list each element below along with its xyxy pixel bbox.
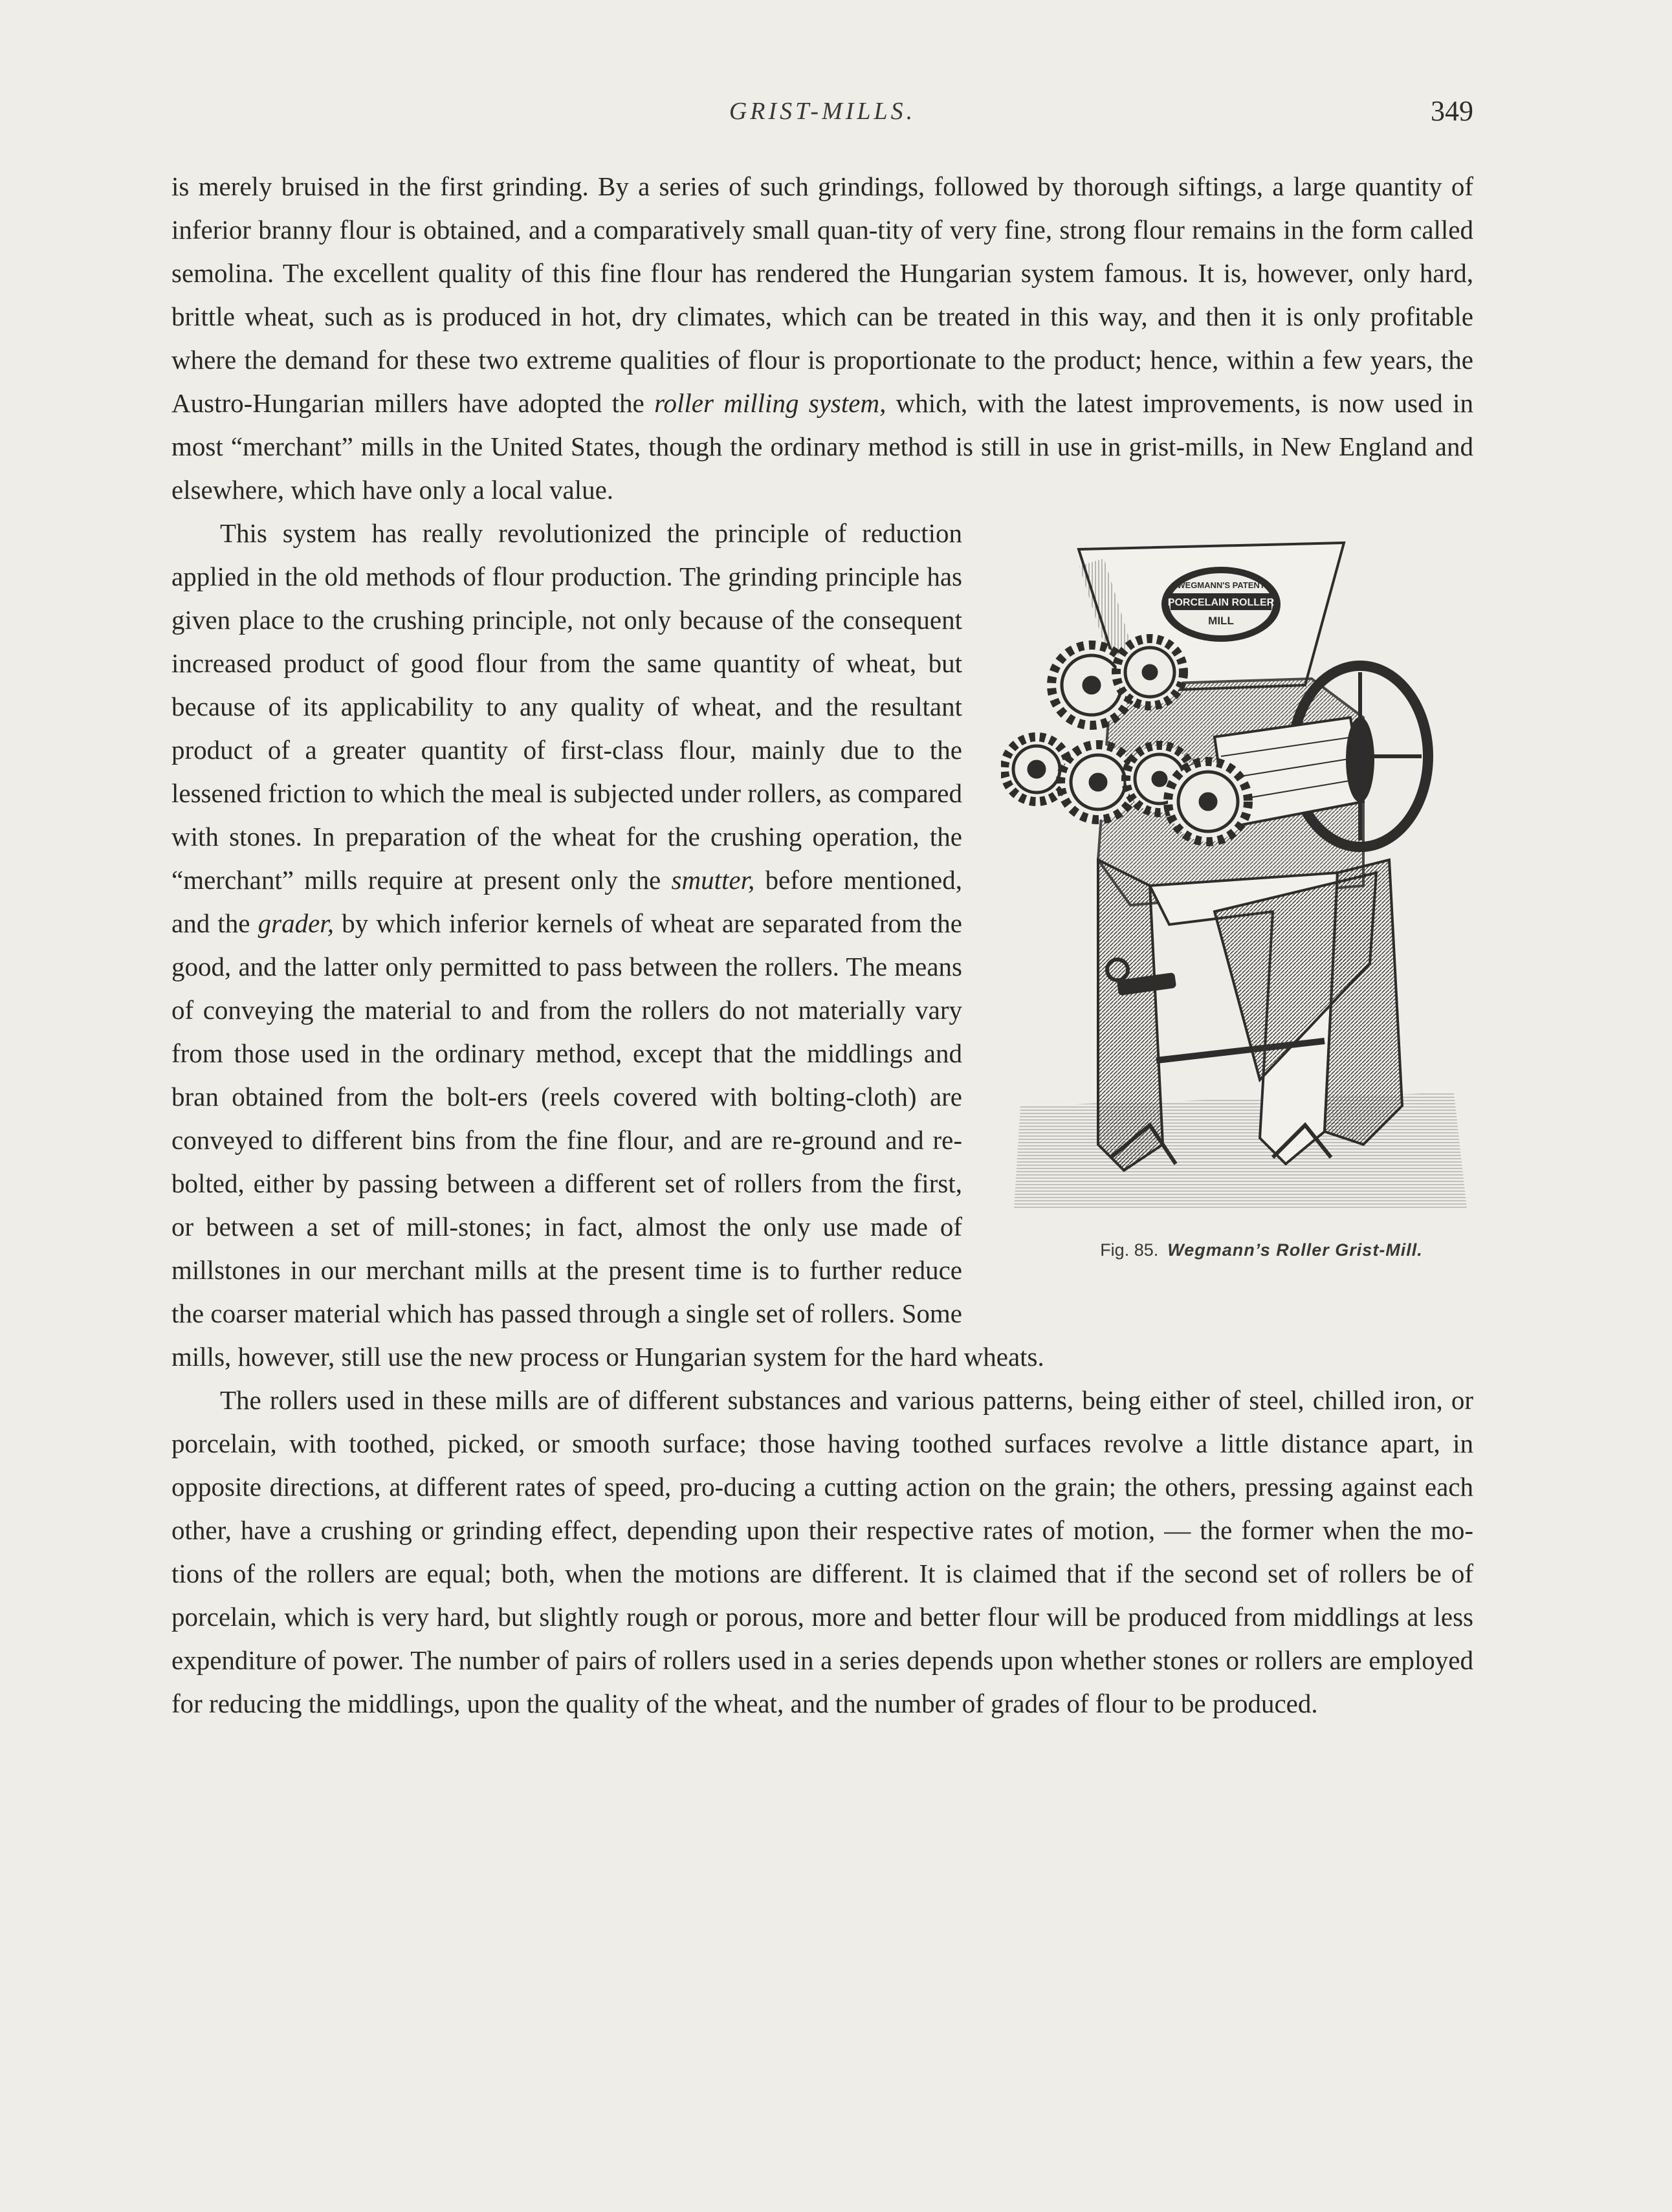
plate-line-3: MILL bbox=[1208, 615, 1234, 627]
figure-caption bbox=[1001, 1229, 1473, 1272]
paragraph-2-text-b: before mentioned, and the bbox=[171, 865, 962, 938]
paragraph-2-text-c: by which inferior kernels of wheat are separated from the good, and the latter only permitted to pass between the rollers. The means of conveying the material to and from the rollers do not materially vary from those used in the ordinary method, except that the middlings and bran obtained from the bolt-ers (reels covered with bolting-cloth) are conveyed to different bins from the fine flour, and are re-ground and re-bolted, either by passing between a different set of rollers from the first, or between a set of mill-stones; in fact, almost the only use made of millstones in our merchant mills at the present time is to further reduce the coarser material which has passed through a single set of rollers. Some mills, however, still use the new process or Hungarian system for the hard wheats. bbox=[171, 908, 1044, 1372]
plate-line-2: PORCELAIN ROLLER bbox=[1167, 597, 1275, 608]
page-number: 349 bbox=[1431, 95, 1473, 127]
figure-label: Fig. 85. bbox=[1100, 1240, 1159, 1260]
paragraph-1 bbox=[171, 165, 1473, 512]
smutter-term: smutter, bbox=[671, 865, 755, 895]
figure-85 bbox=[1001, 523, 1473, 1287]
paragraph-3: The rollers used in these mills are of different substances and various patterns, being either of steel, chilled iron, or porcelain, with toothed, picked, or smooth surface; those having toothed surfaces revolve a little distance apart, in opposite directions, at different rates of speed, pro-ducing a cutting action on the grain; the others, pressing against each other, have a crushing or grinding effect, depending upon their respective rates of motion, — the former when the mo-tions of the rollers are equal; both, when the motions are different. It is claimed that if the second set of rollers be of porcelain, which is very hard, but slightly rough or porous, more and better flour will be produced from middlings at less expenditure of power. The number of pairs of rollers used in a series depends upon whether stones or rollers are employed for reducing the middlings, upon the quality of the wheat, and the number of grades of flour to be produced. bbox=[171, 1385, 1473, 1718]
roller-mill-engraving bbox=[1001, 523, 1473, 1222]
plate-line-1: WEGMANN'S PATENT bbox=[1177, 580, 1265, 590]
running-title: GRIST-MILLS. bbox=[729, 98, 916, 125]
paragraph-1-text-b: which, with the latest improvements, is now used in most “merchant” mills in the United States, though the ordinary method is still in use in grist-mills, in New England and elsewhere, which have only a local value. bbox=[171, 388, 1473, 505]
roller-milling-term: roller milling system, bbox=[654, 388, 886, 418]
paragraph-2 bbox=[171, 512, 1473, 1379]
grader-term: grader, bbox=[258, 908, 334, 938]
figure-title: Wegmann’s Roller Grist-Mill. bbox=[1167, 1240, 1423, 1260]
running-head bbox=[171, 97, 1473, 136]
body-text bbox=[171, 165, 1473, 1725]
paragraph-2-text-a: This system has really revolutionized the principle of reduction applied in the old methods of flour production. The grinding principle has given place to the crushing principle, not only because of the consequent increased product of good flour from the same quantity of wheat, but because of its applicability to any quality of wheat, and the resultant product of a greater quantity of first-class flour, mainly due to the lessened friction to which the meal is subjected under rollers, as compared with stones. In preparation of the wheat for the crushing operation, the “merchant” mills require at present only the bbox=[171, 518, 962, 895]
paragraph-1-text-a: is merely bruised in the first grinding. By a series of such grindings, followed by thorough siftings, a large quantity of inferior branny flour is obtained, and a comparatively small quan-tity of very fine, strong flour remains in the form called semolina. The excellent quality of this fine flour has rendered the Hungarian system famous. It is, however, only hard, brittle wheat, such as is produced in hot, dry climates, which can be treated in this way, and then it is only profitable where the demand for these two extreme qualities of flour is proportionate to the product; hence, within a few years, the Austro-Hungarian millers have adopted the bbox=[171, 171, 1473, 418]
name-plate bbox=[1161, 567, 1281, 642]
